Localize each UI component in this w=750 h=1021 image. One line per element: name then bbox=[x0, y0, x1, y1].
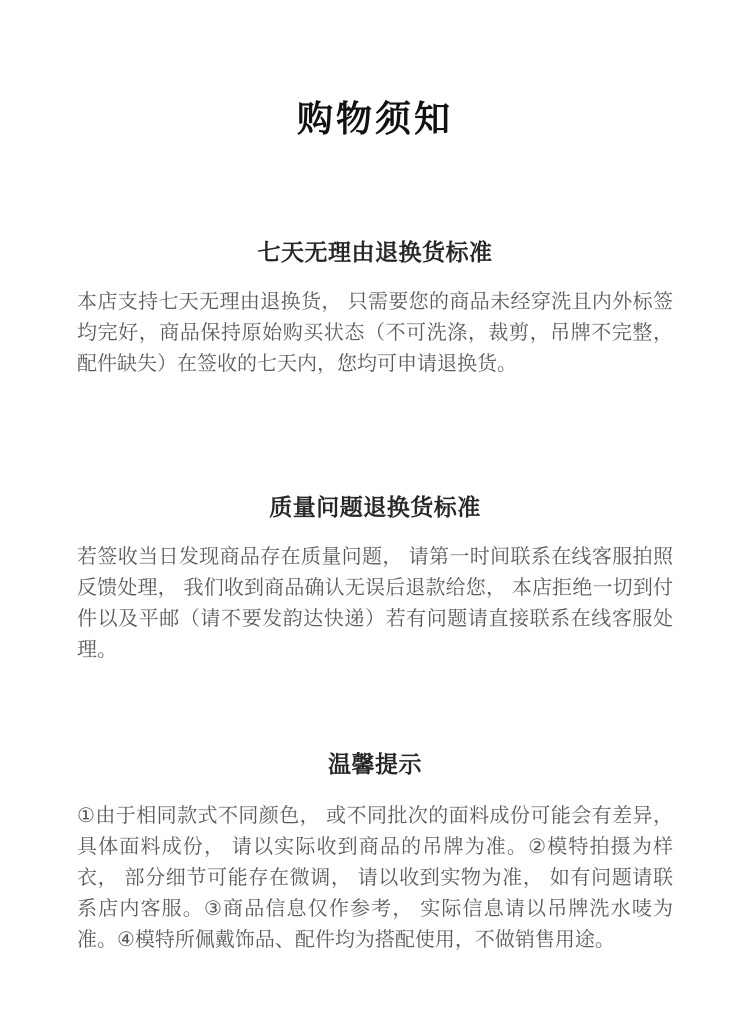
section-heading-quality-issue-return: 质量问题退换货标准 bbox=[269, 494, 481, 520]
section-quality-issue-return bbox=[77, 493, 673, 666]
section-heading-seven-day-return: 七天无理由退换货标准 bbox=[257, 239, 493, 265]
section-body-quality-issue-return: 若签收当日发现商品存在质量问题， 请第一时间联系在线客服拍照反馈处理， 我们收到商品确认无误后退款给您， 本店拒绝一切到付件以及平邮（请不要发韵达快递）若有问题请直接联系在线客服处理。 bbox=[77, 546, 673, 661]
section-body-seven-day-return: 本店支持七天无理由退换货， 只需要您的商品未经穿洗且内外标签均完好，商品保持原始购买状态（不可洗涤，裁剪，吊牌不完整，配件缺失）在签收的七天内，您均可申请退换货。 bbox=[77, 291, 673, 375]
section-warm-reminder bbox=[77, 750, 673, 956]
section-body-warm-reminder: ①由于相同款式不同颜色， 或不同批次的面料成份可能会有差异， 具体面料成份， 请以实际收到商品的吊牌为准。②模特拍摄为样衣， 部分细节可能存在微调， 请以收到实物为准， 如有问题请联系店内客服。③商品信息仅作参考， 实际信息请以吊牌洗水唛为准。④模特所佩戴饰品、配件均为搭配使用，不做销售用途。 bbox=[77, 805, 673, 951]
section-seven-day-return bbox=[77, 238, 673, 380]
page-title: 购物须知 bbox=[296, 98, 453, 139]
section-heading-warm-reminder: 温馨提示 bbox=[328, 751, 422, 777]
